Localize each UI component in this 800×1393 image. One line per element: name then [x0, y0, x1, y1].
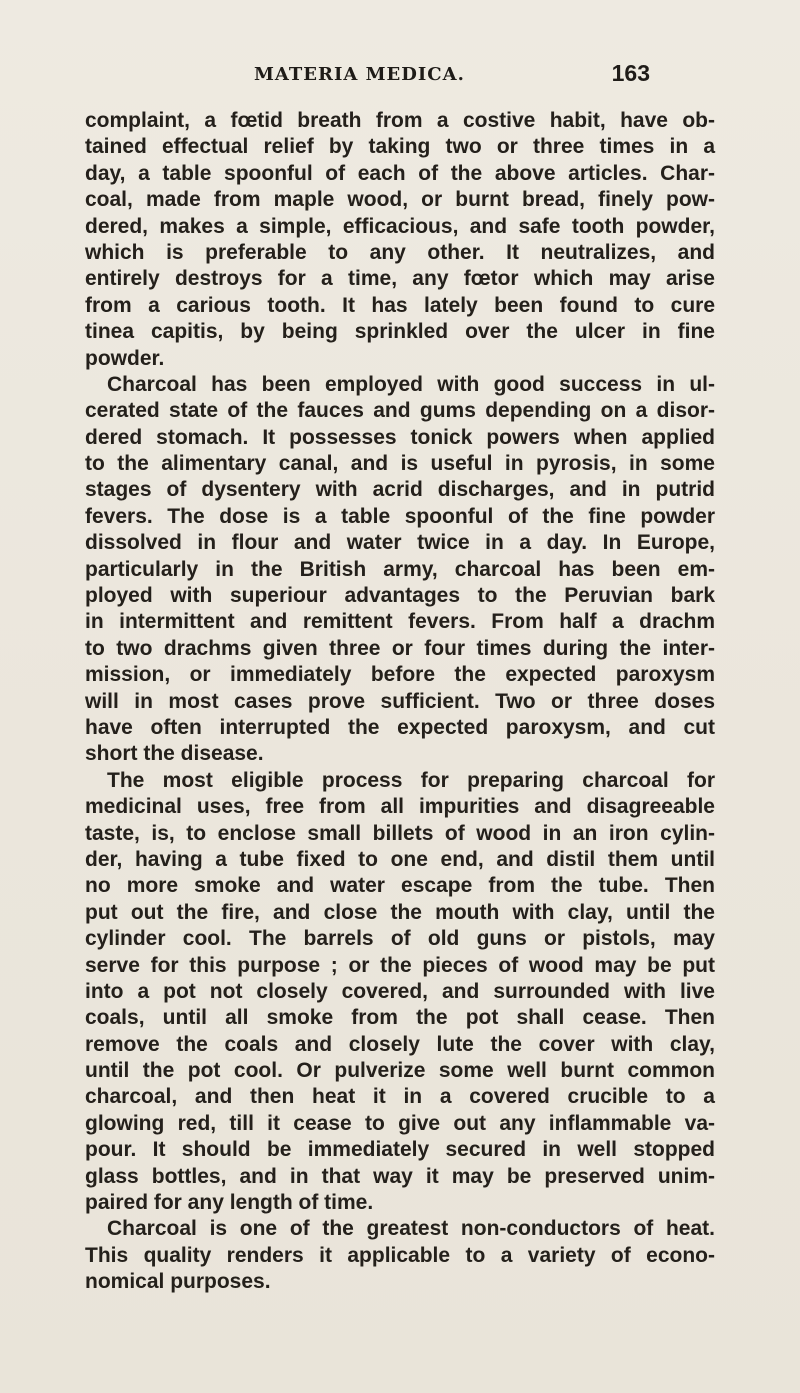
text-line: cylinder cool. The barrels of old guns or pistols, may [85, 927, 715, 951]
text-line: tinea capitis, by being sprinkled over the ulcer in fine [85, 320, 715, 344]
text-line: paired for any length of time. [85, 1191, 374, 1215]
text-line: entirely destroys for a time, any fœtor which may arise [85, 267, 715, 291]
text-line: The most eligible process for preparing charcoal for [107, 768, 715, 792]
text-line: taste, is, to enclose small billets of wood in an iron cylin- [85, 821, 715, 845]
text-line: Charcoal has been employed with good success in ul- [107, 372, 715, 396]
text-line: to two drachms given three or four times during the inter- [85, 636, 715, 660]
text-line: glass bottles, and in that way it may be preserved unim- [85, 1164, 715, 1188]
text-line: dered stomach. It possesses tonick powers when applied [85, 425, 715, 449]
text-line: serve for this purpose ; or the pieces of wood may be put [85, 953, 715, 977]
text-line: ployed with superiour advantages to the Peruvian bark [85, 584, 715, 608]
text-line: complaint, a fœtid breath from a costive habit, have ob- [85, 109, 715, 132]
text-line: into a pot not closely covered, and surrounded with live [85, 979, 715, 1003]
page-number: 163 [611, 60, 650, 86]
text-line: dissolved in flour and water twice in a day. In Europe, [85, 531, 715, 555]
text-body [85, 108, 715, 1296]
text-line: have often interrupted the expected paroxysm, and cut [85, 715, 715, 739]
text-line: day, a table spoonful of each of the above articles. Char- [85, 161, 715, 185]
text-line: nomical purposes. [85, 1270, 271, 1294]
text-line: put out the fire, and close the mouth with clay, until the [85, 900, 715, 924]
text-line: particularly in the British army, charcoal has been em- [85, 557, 715, 581]
text-line: coal, made from maple wood, or burnt bread, finely pow- [85, 188, 715, 212]
text-line: to the alimentary canal, and is useful in pyrosis, in some [85, 452, 715, 476]
text-line: remove the coals and closely lute the cover with clay, [85, 1032, 715, 1056]
text-line: short the disease. [85, 742, 264, 766]
text-line: coals, until all smoke from the pot shall cease. Then [85, 1006, 715, 1030]
running-title: MATERIA MEDICA. [254, 64, 465, 85]
text-line: cerated state of the fauces and gums depending on a disor- [85, 399, 715, 423]
text-line: stages of dysentery with acrid discharges, and in putrid [85, 478, 715, 502]
text-line: der, having a tube fixed to one end, and distil them until [85, 847, 715, 871]
text-line: dered, makes a simple, efficacious, and safe tooth powder, [85, 214, 715, 238]
text-line: fevers. The dose is a table spoonful of the fine powder [85, 504, 715, 528]
text-line: This quality renders it applicable to a variety of econo- [85, 1243, 715, 1267]
text-line: mission, or immediately before the expected paroxysm [85, 663, 715, 687]
text-line: will in most cases prove sufficient. Two or three doses [85, 689, 715, 713]
text-line: which is preferable to any other. It neutralizes, and [85, 240, 715, 264]
text-line: charcoal, and then heat it in a covered crucible to a [85, 1085, 715, 1109]
running-head [250, 60, 650, 100]
text-line: medicinal uses, free from all impurities and disagreeable [85, 795, 715, 819]
text-line: no more smoke and water escape from the tube. Then [85, 874, 715, 898]
text-line: in intermittent and remittent fevers. From half a drachm [85, 610, 715, 634]
text-line: until the pot cool. Or pulverize some well burnt common [85, 1059, 715, 1083]
text-line: glowing red, till it cease to give out any inflammable va- [85, 1111, 715, 1135]
text-line: from a carious tooth. It has lately been found to cure [85, 293, 715, 317]
text-line: pour. It should be immediately secured in well stopped [85, 1138, 715, 1162]
text-line: tained effectual relief by taking two or three times in a [85, 135, 715, 159]
text-line: Charcoal is one of the greatest non-conductors of heat. [107, 1217, 715, 1241]
text-line: powder. [85, 346, 165, 370]
